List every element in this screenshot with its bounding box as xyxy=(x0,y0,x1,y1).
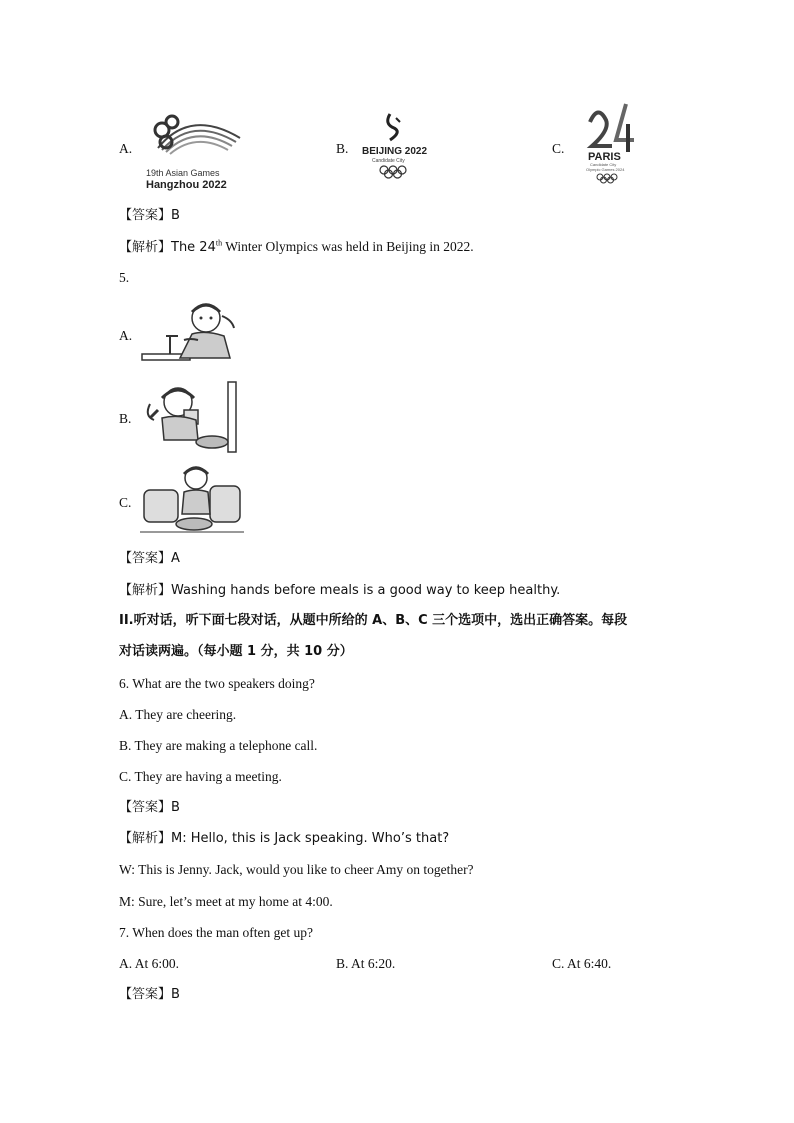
q6-analysis-line2: W: This is Jenny. Jack, would you like to cheer Amy on together? xyxy=(119,862,474,877)
asian-games-logo xyxy=(140,108,244,192)
q5-analysis xyxy=(119,581,560,600)
q5-analysis-text: 【解析】Washing hands before meals is a good way to keep healthy. xyxy=(119,583,561,598)
q6-option-a: A. They are cheering. xyxy=(119,707,237,722)
q4-answer: 【答案】B xyxy=(119,208,180,223)
beijing-logo-text: BEIJING 2022 xyxy=(362,146,428,157)
girl-washing-hands-illustration xyxy=(140,296,240,366)
paris-logo-games: Olympic Games 2024 xyxy=(586,167,625,172)
q5-option-c-label: C. xyxy=(119,495,132,510)
q6-option-b: B. They are making a telephone call. xyxy=(119,738,318,753)
q7-answer: 【答案】B xyxy=(119,987,180,1002)
section-2-instructions-line1: II.听对话，听下面七段对话，从题中所给的 A、B、C 三个选项中，选出正确答案。每段 xyxy=(119,613,628,628)
q5-number: 5. xyxy=(119,270,130,285)
q4-option-a-label: A. xyxy=(119,141,133,156)
paris-2024-logo xyxy=(582,100,642,184)
q6-option-c: C. They are having a meeting. xyxy=(119,769,282,784)
q6-analysis-line1: 【解析】M: Hello, this is Jack speaking. Who’s that? xyxy=(119,831,450,846)
girl-brushing-teeth-illustration xyxy=(140,380,240,454)
q4-analysis-prefix: 【解析】The 24 xyxy=(119,240,216,255)
q7-option-a: A. At 6:00. xyxy=(119,956,180,971)
q5-answer: 【答案】A xyxy=(119,551,180,566)
q7-question: 7. When does the man often get up? xyxy=(119,925,313,940)
q7-option-c: C. At 6:40. xyxy=(552,956,612,971)
q6-answer: 【答案】B xyxy=(119,800,180,815)
q5-option-b-label: B. xyxy=(119,411,132,426)
girl-washing-feet-illustration xyxy=(140,462,244,534)
section-2-instructions-line2: 对话读两遍。（每小题 1 分，共 10 分） xyxy=(119,644,353,659)
q4-analysis-suffix: Winter Olympics was held in Beijing in 2022. xyxy=(222,239,474,254)
q5-option-a-label: A. xyxy=(119,328,133,343)
paris-logo-candidate: Candidate City xyxy=(590,162,617,167)
q7-option-b: B. At 6:20. xyxy=(336,956,396,971)
asian-games-logo-line1: 19th Asian Games xyxy=(146,168,220,178)
paris-logo-text: PARIS xyxy=(588,151,621,163)
q4-analysis-sup: th xyxy=(215,238,223,248)
q4-option-b-label: B. xyxy=(336,141,349,156)
asian-games-logo-line2: Hangzhou 2022 xyxy=(146,179,227,191)
beijing-logo-candidate: Candidate City xyxy=(372,158,405,164)
q6-question: 6. What are the two speakers doing? xyxy=(119,676,315,691)
beijing-2022-logo xyxy=(360,110,430,182)
q4-analysis xyxy=(119,238,474,257)
q4-option-c-label: C. xyxy=(552,141,565,156)
q6-analysis-line3: M: Sure, let’s meet at my home at 4:00. xyxy=(119,894,333,909)
